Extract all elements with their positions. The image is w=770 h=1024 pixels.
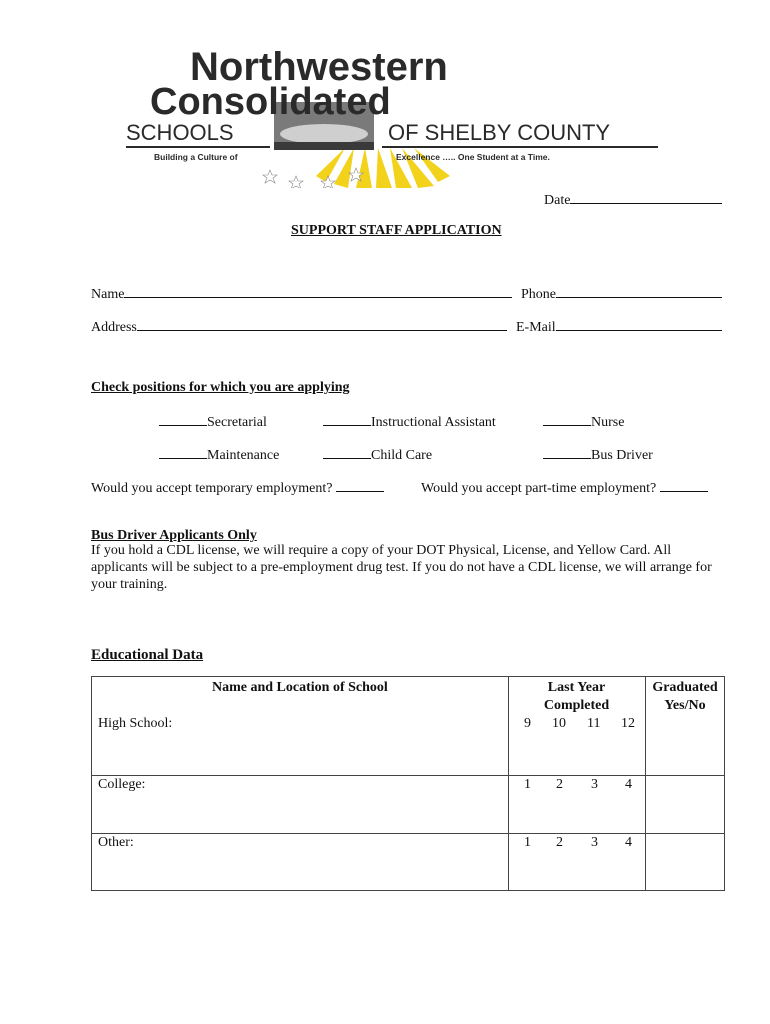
year-option[interactable]: 3 xyxy=(591,777,598,792)
date-label: Date xyxy=(544,193,571,208)
email-label: E-Mail xyxy=(516,320,556,335)
logo-graphic xyxy=(120,36,665,188)
position-label: Child Care xyxy=(371,448,433,463)
position-label: Instructional Assistant xyxy=(371,415,496,430)
checkbox-line[interactable] xyxy=(159,446,207,459)
logo-tagline-right: Excellence ….. One Student at a Time. xyxy=(396,152,550,162)
checkbox-line[interactable] xyxy=(159,413,207,426)
year-option[interactable]: 10 xyxy=(552,716,566,731)
position-label: Nurse xyxy=(591,415,625,430)
temporary-label: Would you accept temporary employment? xyxy=(91,481,333,496)
header-year-1: Last Year xyxy=(547,680,606,695)
phone-line[interactable] xyxy=(556,285,722,298)
header-school: Name and Location of School xyxy=(212,680,388,695)
position-child-care[interactable] xyxy=(323,446,432,464)
phone-field[interactable] xyxy=(521,285,722,303)
education-table xyxy=(91,676,725,891)
logo-tagline-left: Building a Culture of xyxy=(154,152,238,162)
year-option[interactable]: 1 xyxy=(524,777,531,792)
address-label: Address xyxy=(91,320,137,335)
part-time-question[interactable] xyxy=(421,479,708,497)
logo-left-word: SCHOOLS xyxy=(126,120,234,145)
header-graduated-2: Yes/No xyxy=(664,698,706,713)
header-year-2: Completed xyxy=(543,698,610,713)
logo-line1: Northwestern xyxy=(190,45,448,89)
year-option[interactable]: 2 xyxy=(556,835,563,850)
name-line[interactable] xyxy=(124,285,512,298)
row-label-high-school: High School: xyxy=(98,716,173,731)
position-instructional-assistant[interactable] xyxy=(323,413,496,431)
date-field[interactable] xyxy=(544,191,722,209)
email-field[interactable] xyxy=(516,318,722,336)
position-label: Secretarial xyxy=(207,415,267,430)
year-option[interactable]: 12 xyxy=(621,716,635,731)
address-field[interactable] xyxy=(91,318,507,336)
temporary-answer-line[interactable] xyxy=(336,479,384,492)
name-field[interactable] xyxy=(91,285,512,303)
header-graduated-1: Graduated xyxy=(652,680,718,695)
school-logo xyxy=(120,36,665,188)
phone-label: Phone xyxy=(521,287,556,302)
year-option[interactable]: 11 xyxy=(587,716,601,731)
date-line[interactable] xyxy=(570,191,722,204)
logo-line2: Consolidated xyxy=(150,81,391,123)
checkbox-line[interactable] xyxy=(323,413,371,426)
bus-driver-text-line2: applicants will be subject to a pre-employment drug test. If you do not have a CDL license, we will arrange for xyxy=(91,560,712,575)
bus-driver-text-line3: your training. xyxy=(91,577,168,592)
position-label: Maintenance xyxy=(207,448,280,463)
form-title: SUPPORT STAFF APPLICATION xyxy=(291,223,502,238)
logo-right-word: OF SHELBY COUNTY xyxy=(388,120,611,145)
row-label-other: Other: xyxy=(98,835,134,850)
name-label: Name xyxy=(91,287,125,302)
position-bus-driver[interactable] xyxy=(543,446,653,464)
checkbox-line[interactable] xyxy=(323,446,371,459)
part-time-answer-line[interactable] xyxy=(660,479,708,492)
positions-heading: Check positions for which you are applying xyxy=(91,380,350,395)
part-time-label: Would you accept part-time employment? xyxy=(421,481,657,496)
checkbox-line[interactable] xyxy=(543,413,591,426)
education-heading: Educational Data xyxy=(91,647,204,663)
year-option[interactable]: 9 xyxy=(524,716,531,731)
checkbox-line[interactable] xyxy=(543,446,591,459)
year-option[interactable]: 4 xyxy=(625,777,632,792)
position-nurse[interactable] xyxy=(543,413,624,431)
bus-driver-text-line1: If you hold a CDL license, we will require a copy of your DOT Physical, License, and Yellow Card. All xyxy=(91,543,672,558)
position-maintenance[interactable] xyxy=(159,446,279,464)
temporary-question[interactable] xyxy=(91,479,384,497)
row-label-college: College: xyxy=(98,777,146,792)
address-line[interactable] xyxy=(137,318,507,331)
bus-driver-heading: Bus Driver Applicants Only xyxy=(91,528,257,543)
year-option[interactable]: 4 xyxy=(625,835,632,850)
year-option[interactable]: 1 xyxy=(524,835,531,850)
position-label: Bus Driver xyxy=(591,448,653,463)
year-option[interactable]: 2 xyxy=(556,777,563,792)
email-line[interactable] xyxy=(556,318,722,331)
position-secretarial[interactable] xyxy=(159,413,267,431)
year-option[interactable]: 3 xyxy=(591,835,598,850)
